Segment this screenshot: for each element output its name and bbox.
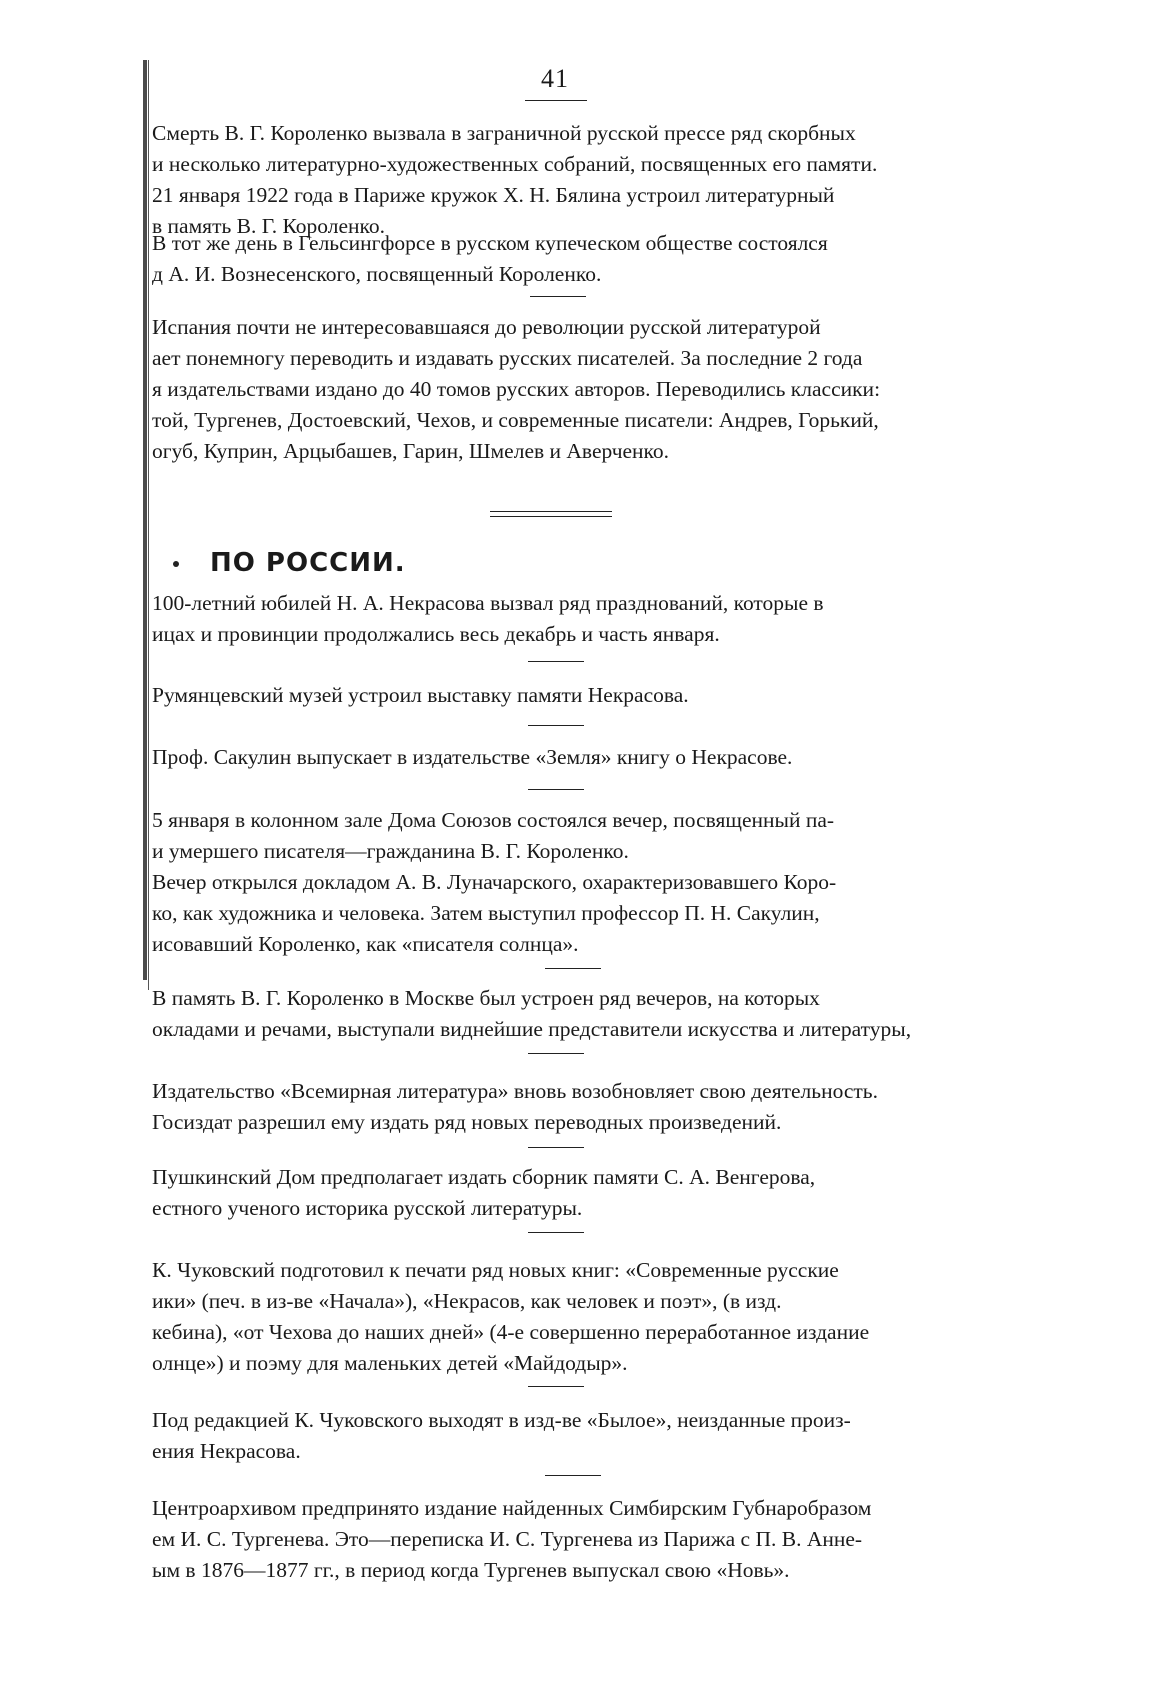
separator-rule [545, 1475, 601, 1476]
text-line: Румянцевский музей устроил выставку памяти Некрасова. [152, 683, 689, 707]
text-line: 100-летний юбилей Н. А. Некрасова вызвал ряд празднований, которые в [152, 591, 824, 615]
page-number-rule [525, 100, 587, 101]
text-line: Испания почти не интересовавшаяся до революции русской литературой [152, 315, 821, 339]
text-line: олнце») и поэму для маленьких детей «Майдодыр». [152, 1351, 628, 1375]
text-line: огуб, Куприн, Арцыбашев, Гарин, Шмелев и Аверченко. [152, 439, 670, 463]
text-line: 21 января 1922 года в Париже кружок X. Н. Бялина устроил литературный [152, 183, 835, 207]
paragraph-helsingfors [152, 228, 1042, 290]
text-line: Госиздат разрешил ему издать ряд новых переводных произведений. [152, 1110, 782, 1134]
text-line: исовавший Короленко, как «писателя солнца». [152, 932, 579, 956]
separator-rule [528, 1053, 584, 1054]
separator-rule [545, 968, 601, 969]
text-line: и умершего писателя—гражданина В. Г. Короленко. [152, 839, 629, 863]
text-line: В тот же день в Гельсингфорсе в русском купеческом обществе состоялся [152, 231, 828, 255]
text-line: ко, как художника и человека. Затем выступил профессор П. Н. Сакулин, [152, 901, 820, 925]
separator-rule [528, 661, 584, 662]
section-divider [490, 511, 612, 517]
page-number: 41 [541, 64, 569, 93]
text-line: Вечер открылся докладом А. В. Луначарского, охарактеризовавшего Коро- [152, 870, 837, 894]
text-line: естного ученого историка русской литературы. [152, 1196, 583, 1220]
heading-bullet [173, 561, 179, 567]
paragraph-nekrasov-jubilee [152, 588, 1042, 650]
text-line: Смерть В. Г. Короленко вызвала в заграничной русской прессе ряд скорбных [152, 121, 856, 145]
paragraph-sakulin-book [152, 742, 1042, 773]
section-heading: ПО РОССИИ. [210, 548, 406, 578]
separator-rule [528, 1147, 584, 1148]
text-line: в память В. Г. Короленко. [152, 214, 385, 238]
text-line: окладами и речами, выступали виднейшие представители искусства и литературы, [152, 1017, 912, 1041]
text-line: ает понемногу переводить и издавать русских писателей. За последние 2 года [152, 346, 863, 370]
paragraph-korolenko-death [152, 118, 1042, 242]
text-line: Центроархивом предпринято издание найденных Симбирским Губнаробразом [152, 1496, 872, 1520]
paragraph-turgenev-letters [152, 1493, 1042, 1586]
text-line: Проф. Сакулин выпускает в издательстве «Земля» книгу о Некрасове. [152, 745, 793, 769]
separator-rule [528, 789, 584, 790]
text-line: ым в 1876—1877 гг., в период когда Тургенев выпускал свою «Новь». [152, 1558, 790, 1582]
paragraph-moscow-evenings [152, 983, 1042, 1045]
text-line: д А. И. Вознесенского, посвященный Короленко. [152, 262, 602, 286]
binding-edge-line [148, 60, 149, 990]
text-line: В память В. Г. Короленко в Москве был устроен ряд вечеров, на которых [152, 986, 820, 1010]
text-line: Издательство «Всемирная литература» вновь возобновляет свою деятельность. [152, 1079, 878, 1103]
text-line: и несколько литературно-художественных собраний, посвященных его памяти. [152, 152, 878, 176]
paragraph-spain [152, 312, 1042, 467]
text-line: я издательствами издано до 40 томов русских авторов. Переводились классики: [152, 377, 881, 401]
text-line: 5 января в колонном зале Дома Союзов состоялся вечер, посвященный па- [152, 808, 835, 832]
text-line: той, Тургенев, Достоевский, Чехов, и современные писатели: Андрев, Горький, [152, 408, 879, 432]
text-line: ики» (печ. в из-ве «Начала»), «Некрасов, как человек и поэт», (в изд. [152, 1289, 782, 1313]
separator-rule [528, 1386, 584, 1387]
separator-rule [530, 296, 586, 297]
text-line: ем И. С. Тургенева. Это—переписка И. С. Тургенева из Парижа с П. В. Анне- [152, 1527, 863, 1551]
text-line: К. Чуковский подготовил к печати ряд новых книг: «Современные русские [152, 1258, 839, 1282]
paragraph-korolenko-evening [152, 805, 1042, 960]
text-line: кебина), «от Чехова до наших дней» (4-е совершенно переработанное издание [152, 1320, 870, 1344]
separator-rule [528, 1232, 584, 1233]
text-line: Под редакцией К. Чуковского выходят в изд-ве «Былое», неизданные произ- [152, 1408, 851, 1432]
paragraph-pushkin-house [152, 1162, 1042, 1224]
binding-edge-mark [143, 60, 147, 980]
paragraph-world-literature [152, 1076, 1042, 1138]
paragraph-byloe-nekrasov [152, 1405, 1042, 1467]
separator-rule [528, 725, 584, 726]
paragraph-rumyantsev-museum [152, 680, 1042, 711]
paragraph-chukovsky-books [152, 1255, 1042, 1379]
text-line: ицах и провинции продолжались весь декабрь и часть января. [152, 622, 720, 646]
text-line: Пушкинский Дом предполагает издать сборник памяти С. А. Венгерова, [152, 1165, 816, 1189]
text-line: ения Некрасова. [152, 1439, 301, 1463]
